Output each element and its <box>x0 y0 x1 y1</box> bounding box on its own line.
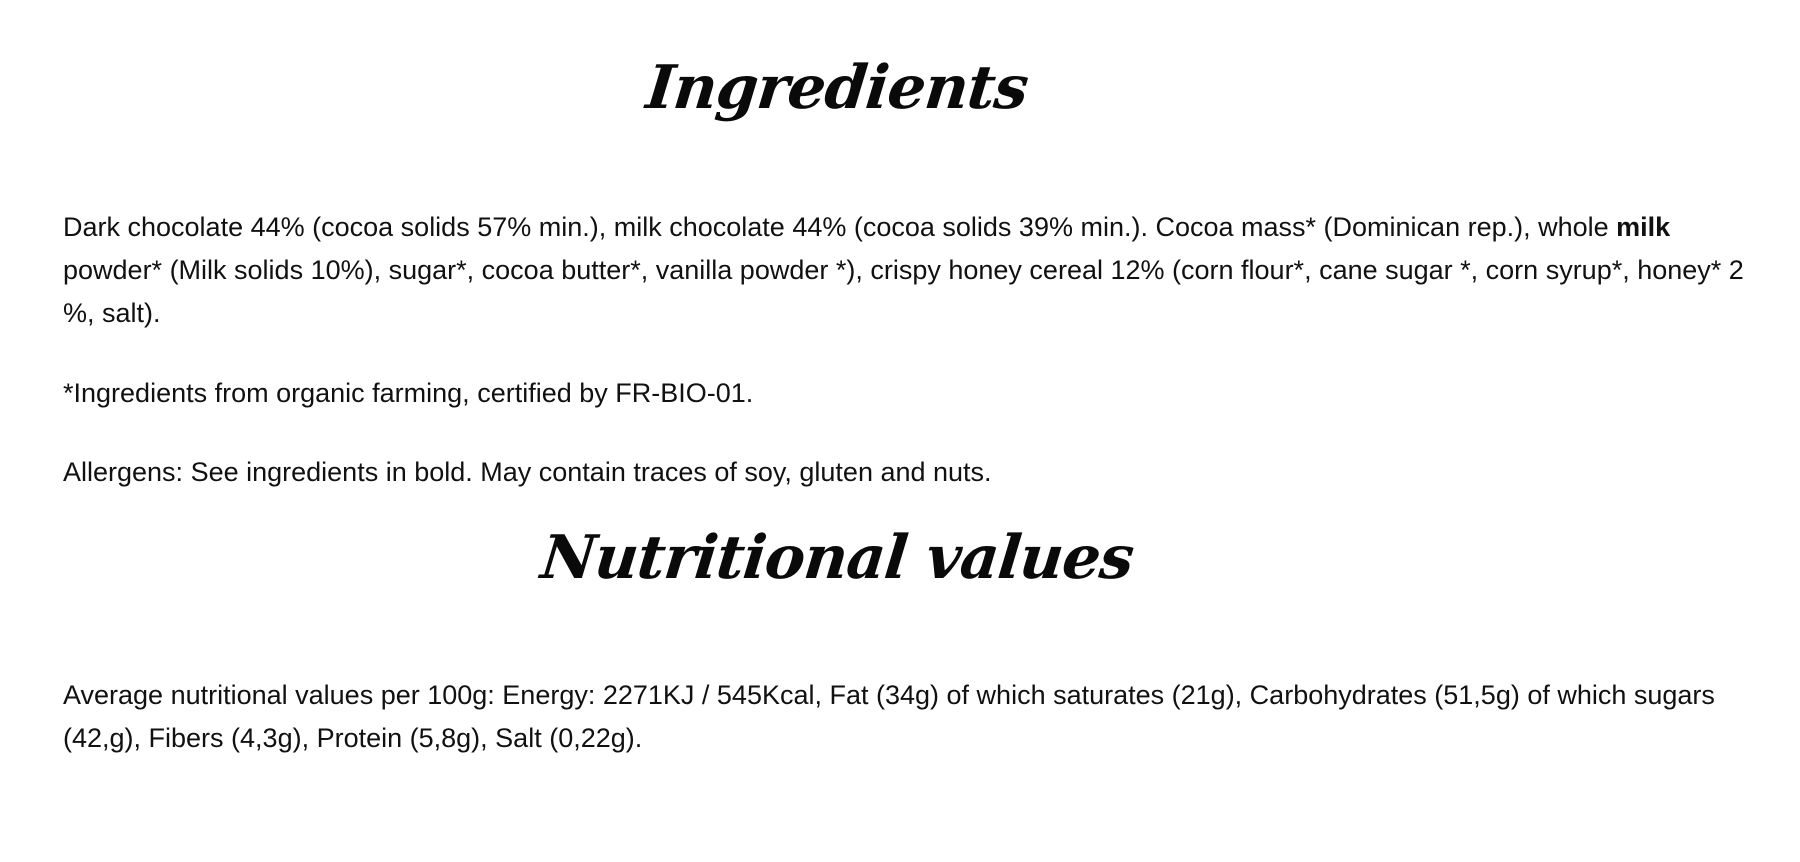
ingredients-text-part2: powder* (Milk solids 10%), sugar*, cocoa butter*, vanilla powder *), crispy honey cereal 12% (corn flour*, cane sugar *, corn syrup*, honey* 2 %, salt). <box>63 255 1744 328</box>
allergens-note: Allergens: See ingredients in bold. May contain traces of soy, gluten and nuts. <box>63 457 992 487</box>
nutrition-text: Average nutritional values per 100g: Energy: 2271KJ / 545Kcal, Fat (34g) of which saturates (21g), Carbohydrates (51,5g) of which sugars (42,g), Fibers (4,3g), Protein (5,8g), Salt (0,22g). <box>63 680 1715 753</box>
nutrition-title: Nutritional values <box>537 523 1137 593</box>
ingredients-text <box>63 206 1753 335</box>
organic-note: *Ingredients from organic farming, certified by FR-BIO-01. <box>63 378 754 408</box>
ingredients-text-part1: Dark chocolate 44% (cocoa solids 57% min.), milk chocolate 44% (cocoa solids 39% min.). Cocoa mass* (Dominican rep.), whole <box>63 212 1617 242</box>
ingredients-title: Ingredients <box>643 53 1031 123</box>
allergen-bold-milk: milk <box>1616 212 1671 242</box>
